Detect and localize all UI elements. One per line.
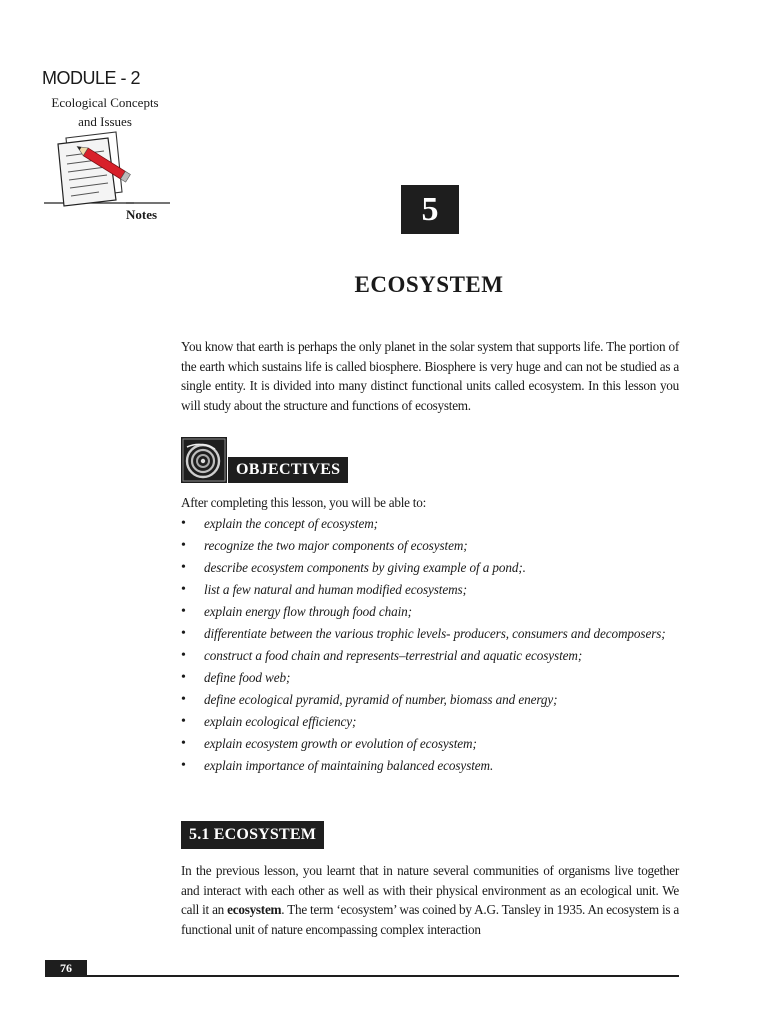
- list-item: • describe ecosystem components by giving example of a pond;.: [181, 560, 679, 577]
- page-number: 76: [45, 960, 87, 977]
- section-paragraph: [181, 861, 679, 939]
- chapter-number: 5: [401, 185, 459, 234]
- list-item: • explain energy flow through food chain;: [181, 604, 679, 621]
- module-title: MODULE - 2: [41, 68, 141, 88]
- objectives-list: [181, 516, 679, 780]
- list-item: • explain ecological efficiency;: [181, 714, 679, 731]
- module-subtitle-line2: and Issues: [78, 114, 132, 129]
- list-item: • define food web;: [181, 670, 679, 687]
- list-item: • explain the concept of ecosystem;: [181, 516, 679, 533]
- objectives-heading: OBJECTIVES: [228, 457, 348, 483]
- objectives-target-icon: [181, 437, 227, 483]
- list-item: • explain importance of maintaining balanced ecosystem.: [181, 758, 679, 775]
- list-item: • construct a food chain and represents–terrestrial and aquatic ecosystem;: [181, 648, 679, 665]
- list-item: • define ecological pyramid, pyramid of number, biomass and energy;: [181, 692, 679, 709]
- module-subtitle: [30, 93, 180, 131]
- list-item: • differentiate between the various trophic levels- producers, consumers and decomposers;: [181, 626, 679, 643]
- section-heading: 5.1 ECOSYSTEM: [181, 821, 324, 849]
- list-item: • explain ecosystem growth or evolution of ecosystem;: [181, 736, 679, 753]
- module-subtitle-line1: Ecological Concepts: [51, 95, 159, 110]
- list-item: • list a few natural and human modified ecosystems;: [181, 582, 679, 599]
- section-text-before: In the previous lesson, you learnt that in nature several communities of organisms live together and interact with each other as well as with their physical environment as an ecological unit. We call it an: [181, 863, 679, 917]
- notes-label: Notes: [126, 207, 158, 222]
- section-text-after: . The term ‘ecosystem’ was coined by A.G. Tansley in 1935. An ecosystem is a functional unit of nature encompassing complex interaction: [181, 902, 679, 937]
- notes-pencil-icon: [44, 130, 174, 210]
- intro-paragraph: You know that earth is perhaps the only planet in the solar system that supports life. The portion of the earth which sustains life is called biosphere. Biosphere is very huge and can not be studied as a single entity. It is divided into many distinct functional units called ecosystem. In this lesson you will study about the structure and functions of ecosystem.: [181, 339, 679, 413]
- section-text-bold: ecosystem: [227, 902, 282, 917]
- list-item: • recognize the two major components of ecosystem;: [181, 538, 679, 555]
- objectives-lead: After completing this lesson, you will be able to:: [181, 495, 426, 510]
- footer-rule: [45, 975, 679, 977]
- chapter-title: ECOSYSTEM: [354, 272, 504, 297]
